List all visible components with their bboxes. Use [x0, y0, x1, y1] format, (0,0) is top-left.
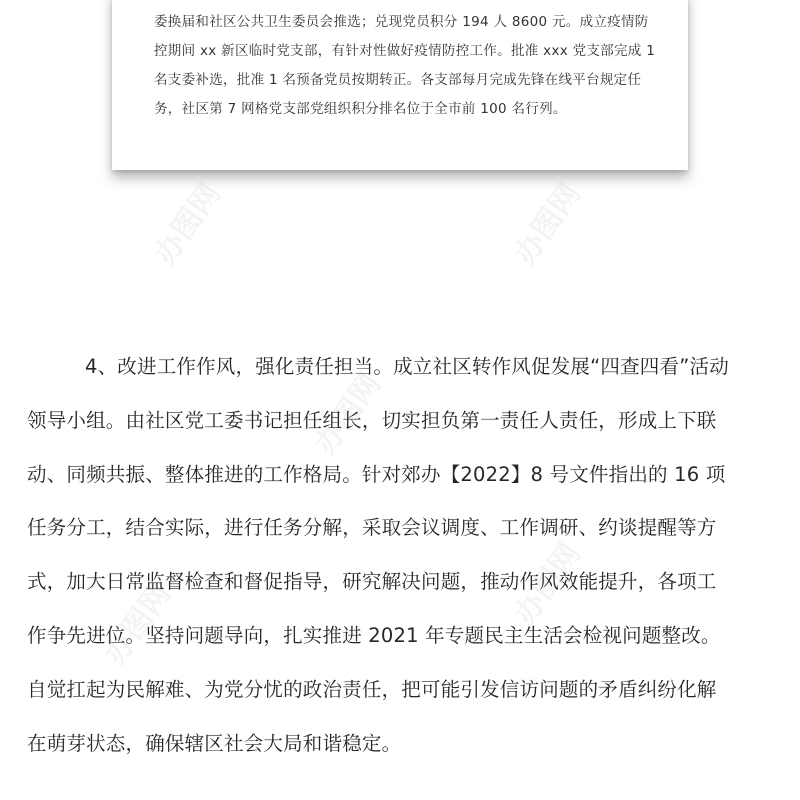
body-line: 自觉扛起为民解难、为党分忧的政治责任，把可能引发信访问题的矛盾纠纷化解: [27, 677, 717, 701]
body-paragraph: [27, 340, 779, 770]
excerpt-line: 控期间 xx 新区临时党支部，有针对性做好疫情防控工作。批准 xxx 党支部完成 1: [154, 43, 656, 59]
body-line: 4、改进工作作风，强化责任担当。成立社区转作风促发展“四查四看”活动: [85, 355, 729, 378]
body-line: 在萌芽状态，确保辖区社会大局和谐稳定。: [27, 731, 402, 755]
body-line: 领导小组。由社区党工委书记担任组长，切实担负第一责任人责任，形成上下联: [27, 408, 717, 432]
excerpt-line: 务，社区第 7 网格党支部党组织积分排名位于全市前 100 名行列。: [154, 101, 567, 117]
watermark: 办图网: [507, 537, 589, 631]
excerpt-card: [112, 0, 688, 170]
excerpt-line: 委换届和社区公共卫生委员会推选；兑现党员积分 194 人 8600 元。成立疫情防: [154, 14, 649, 30]
body-line: 作争先进位。坚持问题导向，扎实推进 2021 年专题民主生活会检视问题整改。: [27, 623, 721, 647]
watermark: 办图网: [307, 367, 389, 461]
excerpt-paragraph: [154, 8, 654, 124]
watermark: 办图网: [507, 177, 589, 271]
body-line: 式，加大日常监督检查和督促指导，研究解决问题，推动作风效能提升，各项工: [27, 570, 717, 594]
excerpt-line: 名支委补选，批准 1 名预备党员按期转正。各支部每月完成先锋在线平台规定任: [154, 72, 642, 88]
watermark: 办图网: [97, 577, 179, 671]
body-line: 任务分工，结合实际，进行任务分解，采取会议调度、工作调研、约谈提醒等方: [27, 516, 717, 540]
watermark: 办图网: [147, 177, 229, 271]
body-line: 动、同频共振、整体推进的工作格局。针对郊办【2022】8 号文件指出的 16 项: [27, 462, 726, 486]
